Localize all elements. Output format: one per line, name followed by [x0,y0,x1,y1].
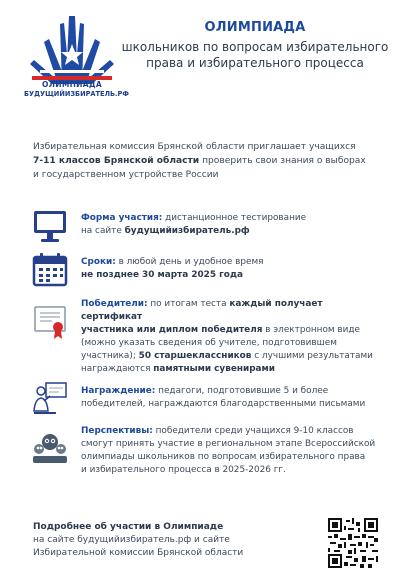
prospects-label: Перспективы: [81,426,153,436]
title-main: ОЛИМПИАДА [204,20,306,35]
prospects-line3: олимпиады школьников по вопросам избирательного права [81,452,366,462]
calendar-icon [30,250,70,290]
form-label: Форма участия: [81,213,163,223]
dates-deadline: не позднее 30 марта 2025 года [81,270,243,280]
owls-emblem-icon [30,429,70,469]
dates-text1: в любой день и удобное время [115,257,264,267]
winners-text4: участника); [81,351,139,361]
winners-bold1: каждый получает сертификат [81,299,323,322]
winners-line5 [81,363,386,376]
award-text1: педагоги, подготовившие 5 и более [155,386,329,396]
prospects-line1 [81,425,386,438]
winners-bold4: памятными сувенирами [153,364,276,374]
form-site-link[interactable]: будущийизбиратель.рф [124,226,250,236]
footer-line1: на сайте будущийизбиратель.рф и сайте [33,535,230,545]
winners-text1: по итогам теста [147,299,230,309]
winners-text5: с лучшими результатами [251,351,373,361]
item-award-text [81,385,386,411]
qr-code-icon[interactable] [328,518,378,568]
intro-bold-classes: 7-11 классов Брянской области [33,156,200,166]
intro-line1: Избирательная комиссия Брянской области приглашает учащихся [33,142,356,152]
award-line2: победителей, награждаются благодарственными письмами [81,399,366,409]
footer-heading: Подробнее об участии в Олимпиаде [33,522,224,532]
page-title [110,20,400,71]
title-sub-line1: школьников по вопросам избирательного [121,40,389,54]
logo-line2: БУДУЩИЙИЗБИРАТЕЛЬ.РФ [24,90,129,98]
winners-text2: в электронном виде [262,325,361,335]
title-sub-line2: права и избирательного процесса [146,56,364,70]
footer-info [33,521,293,560]
winners-bold2: участника или диплом победителя [81,325,263,335]
intro-paragraph [33,140,383,182]
logo-line1: ОЛИМПИАДА [42,80,102,89]
award-line1 [81,385,386,398]
prospects-text1: победители среди учащихся 9-10 классов [152,426,354,436]
winners-line1 [81,298,386,324]
logo-caption [24,80,129,98]
winners-text6: награждаются [81,364,154,374]
form-line1 [81,212,386,225]
form-text2: на сайте [81,226,125,236]
form-line2 [81,225,386,238]
certificate-icon [30,302,70,342]
form-text1: дистанционное тестирование [162,213,307,223]
dates-label: Сроки: [81,257,116,267]
intro-line2-rest: проверить свои знания о выборах [199,156,366,166]
intro-line3: и государственном устройстве России [33,170,219,180]
intro-line2 [33,154,383,168]
winners-bold3: 50 старшеклассников [138,351,252,361]
monitor-icon [30,206,70,246]
item-prospects-text [81,425,386,477]
prospects-line2: смогут принять участие в региональном этапе Всероссийской [81,439,376,449]
dates-line1 [81,256,386,269]
item-winners-text [81,298,386,376]
item-dates-text [81,256,386,282]
teacher-icon [30,379,70,419]
award-label: Награждение: [81,386,156,396]
item-form-text [81,212,386,238]
winners-line4 [81,350,386,363]
winners-line3: (можно указать сведения об учителе, подготовившем [81,338,337,348]
footer-line2: Избирательной комиссии Брянской области [33,548,244,558]
winners-label: Победители: [81,299,148,309]
prospects-line4: и избирательного процесса в 2025-2026 гг. [81,465,286,475]
winners-line2 [81,324,386,337]
